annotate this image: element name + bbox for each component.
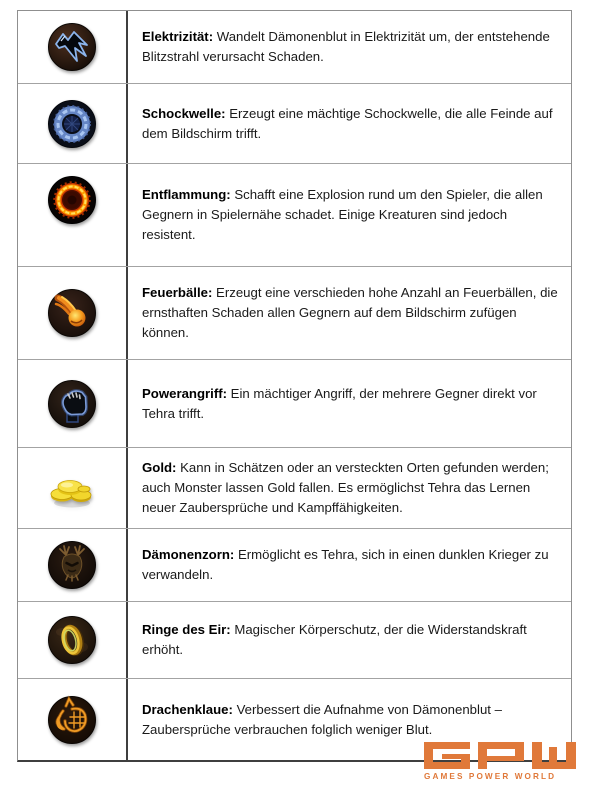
skill-text-cell — [128, 448, 571, 528]
skill-icon-cell — [18, 267, 128, 359]
demon-wrath-icon — [46, 539, 98, 591]
table-row — [18, 84, 571, 164]
skill-title: Entflammung: — [142, 187, 231, 202]
table-row — [18, 602, 571, 679]
skill-title: Drachenklaue: — [142, 701, 233, 717]
skill-icon-cell — [18, 602, 128, 678]
skill-text-cell — [128, 84, 571, 163]
skill-icon-cell — [18, 84, 128, 163]
skill-description: Verbessert die Aufnahme von Dämonenblut – Zaubersprüche verbrauchen folglich weniger Blut. — [142, 701, 502, 737]
skill-icon-cell — [18, 679, 128, 760]
skill-description: Erzeugt eine verschieden hohe Anzahl an Feuerbällen, die ernsthaften Schaden allen Gegnern auf dem Bildschirm zufügen können. — [142, 285, 558, 340]
skill-title: Ringe des Eir: — [142, 622, 231, 637]
fireballs-icon — [46, 287, 98, 339]
skill-title: Gold: — [142, 460, 177, 475]
table-row — [18, 11, 571, 84]
skill-text-cell — [128, 11, 571, 83]
table-row — [18, 164, 571, 267]
table-row — [18, 267, 571, 360]
skill-text-cell — [128, 529, 571, 601]
table-row — [18, 529, 571, 602]
gold-icon — [43, 465, 101, 511]
skill-description: Ein mächtiger Angriff, der mehrere Gegner direkt vor Tehra trifft. — [142, 385, 537, 421]
skill-icon-cell — [18, 164, 128, 266]
power-attack-icon — [46, 378, 98, 430]
skill-description: Schafft eine Explosion rund um den Spieler, die allen Gegnern in Spielernähe schadet. Einige Kreaturen sind jedoch resistent. — [142, 187, 543, 242]
skill-title: Dämonenzorn: — [142, 547, 235, 562]
electricity-icon — [46, 21, 98, 73]
skill-title: Feuerbälle: — [142, 285, 213, 300]
skill-text-cell — [128, 164, 571, 266]
skill-description: Ermöglicht es Tehra, sich in einen dunklen Krieger zu verwandeln. — [142, 547, 549, 582]
gpw-logo — [424, 742, 588, 781]
dragon-claw-icon — [46, 694, 98, 746]
skill-text-cell — [128, 360, 571, 447]
table-row — [18, 360, 571, 448]
shockwave-icon — [46, 98, 98, 150]
skill-icon-cell — [18, 529, 128, 601]
rings-of-eir-icon — [46, 614, 98, 666]
skill-icon-cell — [18, 448, 128, 528]
skill-title: Elektrizität: — [142, 29, 214, 44]
table-row — [18, 448, 571, 529]
gpw-tagline: GAMES POWER WORLD — [424, 772, 557, 781]
explosion-icon — [46, 174, 98, 226]
skill-icon-cell — [18, 360, 128, 447]
skill-icon-cell — [18, 11, 128, 83]
skill-description: Kann in Schätzen oder an versteckten Orten gefunden werden; auch Monster lassen Gold fallen. Es ermöglichst Tehra das Lernen neuer Zaubersprüche und Kampffähigkeiten. — [142, 460, 549, 515]
skill-description: Wandelt Dämonenblut in Elektrizität um, der entstehende Blitzstrahl verursacht Schaden. — [142, 29, 550, 64]
skill-text-cell — [128, 267, 571, 359]
gpw-acronym — [424, 742, 576, 769]
skill-title: Schockwelle: — [142, 105, 226, 121]
skill-title: Powerangriff: — [142, 385, 227, 401]
skills-table — [17, 10, 572, 762]
skill-text-cell — [128, 602, 571, 678]
skill-description: Erzeugt eine mächtige Schockwelle, die alle Feinde auf dem Bildschirm trifft. — [142, 105, 553, 141]
gpw-letters — [424, 742, 588, 769]
skill-description: Magischer Körperschutz, der die Widerstandskraft erhöht. — [142, 622, 527, 657]
